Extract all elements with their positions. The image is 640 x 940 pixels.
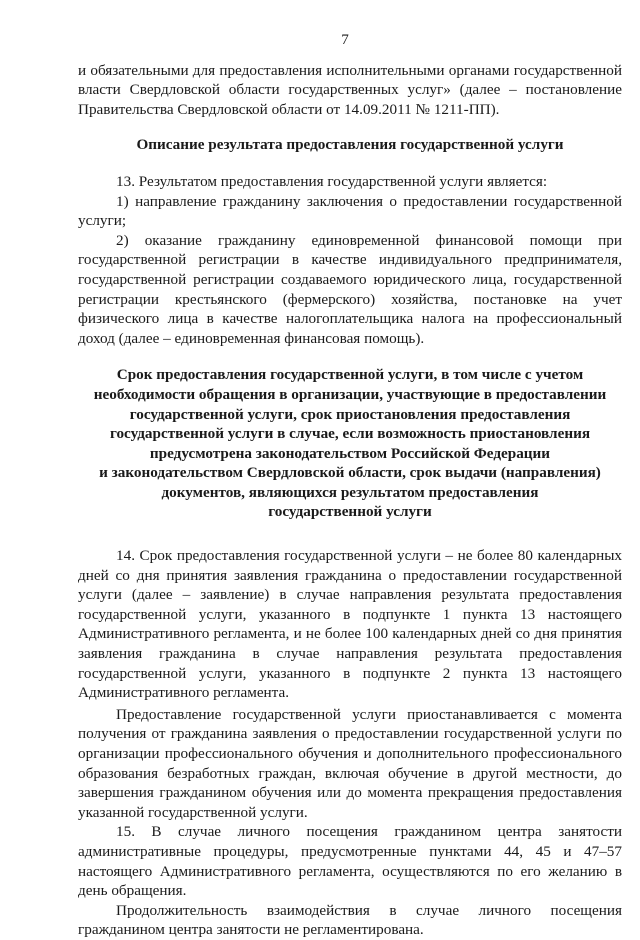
paragraph-15: 15. В случае личного посещения гражданином центра занятости административные процедуры, предусмотренные пунктами 44, 45 и 47–57 настоящего Административного регламента, осуществляются по его желанию в день обращения. [78, 823, 622, 900]
heading-line: государственной услуги, срок приостановления предоставления [129, 405, 571, 423]
paragraph-14-suspension: Предоставление государственной услуги приостанавливается с момента получения от гражданина заявления о предоставлении государственной услуги по организации профессионального обучения и дополнительного профессионального образования безработных граждан, включая обучение в другой местности, до завершения гражданином обучения или до момента прекращения предоставления указанной государственной услуги. [78, 705, 622, 821]
section-heading-result: Описание результата предоставления государственной услуги [136, 136, 564, 154]
heading-line: документов, являющихся результатом предоставления [161, 483, 539, 501]
heading-line: необходимости обращения в организации, участвующие в предоставлении [93, 385, 607, 403]
paragraph-13: 13. Результатом предоставления государственной услуги является: [116, 172, 548, 190]
list-item-1: 1) направление гражданину заключения о предоставлении государственной услуги; [78, 192, 622, 230]
document-page [78, 30, 622, 940]
paragraph-15-duration: Продолжительность взаимодействия в случае личного посещения гражданином центра занятости не регламентирована. [78, 901, 622, 939]
heading-line: государственной услуги [268, 503, 432, 521]
section-heading-term [78, 365, 622, 522]
heading-line: государственной услуги в случае, если возможность приостановления [109, 425, 591, 443]
intro-paragraph: и обязательными для предоставления исполнительными органами государственной власти Свердловской области государственных услуг» (далее – постановление Правительства Свердловской области от 14.09.2011 № 1211-ПП). [78, 61, 622, 118]
page-number: 7 [341, 31, 349, 48]
list-item-2: 2) оказание гражданину единовременной финансовой помощи при государственной регистрации в качестве индивидуального предпринимателя, государственной регистрации создаваемого юридического лица, государственной регистрации крестьянского (фермерского) хозяйства, постановке на учет физического лица в качестве налогоплательщика налога на профессиональный доход (далее – единовременная финансовая помощь). [78, 231, 622, 347]
heading-line: и законодательством Свердловской области, срок выдачи (направления) [99, 464, 601, 482]
paragraph-14: 14. Срок предоставления государственной услуги – не более 80 календарных дней со дня принятия заявления гражданина о предоставлении государственной услуги (далее – заявление) в случае направления результата предоставления государственной услуги, указанного в подпункте 1 пункта 13 настоящего Административного регламента, и не более 100 календарных дней со дня принятия заявления гражданина в случае направления результата предоставления государственной услуги, указанного в подпункте 2 пункта 13 настоящего Административного регламента. [78, 547, 622, 702]
heading-line: Срок предоставления государственной услуги, в том числе с учетом [116, 366, 584, 384]
heading-line: предусмотрена законодательством Российской Федерации [149, 444, 551, 462]
